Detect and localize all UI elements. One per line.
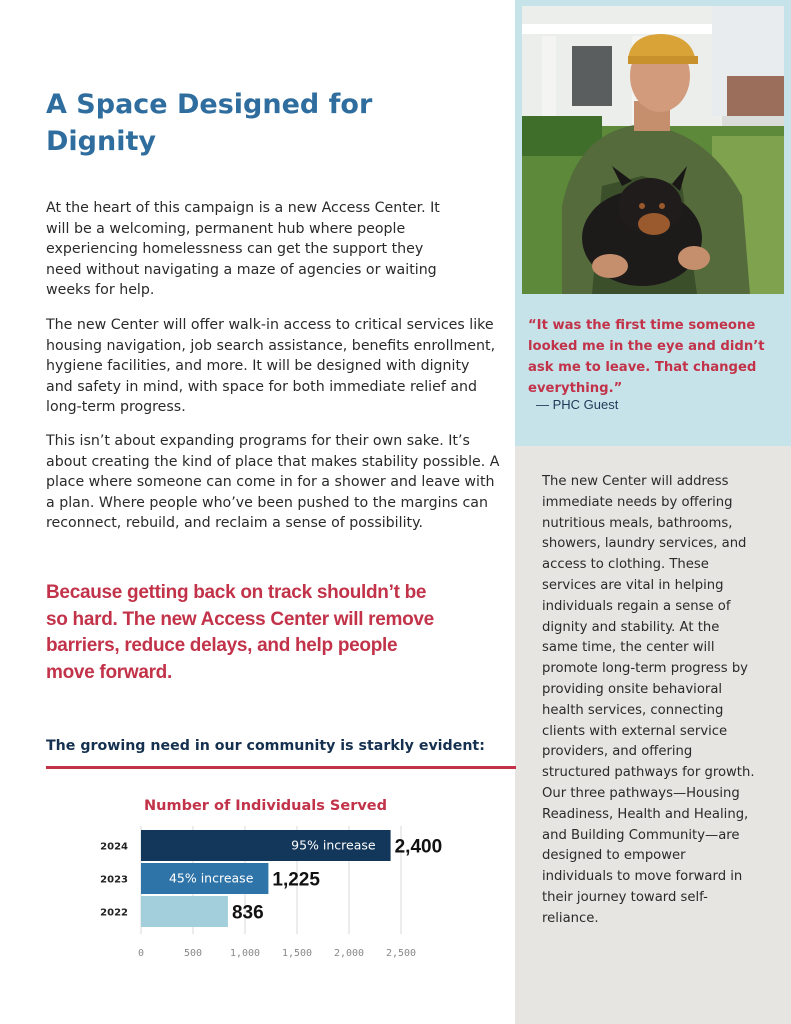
section-divider [46,766,516,769]
body-paragraph: This isn’t about expanding programs for their own sake. It’s about creating the kind of place that makes stability possible. A place where someone can come in for a shower and leave with a plan. Where people who’ve been pushed to the margins can reconnect, rebuild, and reclaim a sense of possibility. [46,433,500,531]
page-title: A Space Designed for Dignity [46,89,373,157]
bar [141,896,228,927]
chart-svg [90,822,460,972]
x-tick-label: 0 [137,948,145,959]
x-tick-label: 500 [183,948,203,959]
body-paragraph: At the heart of this campaign is a new Access Center. It will be a welcoming, permanent hub where people experiencing homelessness can get the support they need without navigating a maze of agencies or waiting weeks for help. [46,200,440,298]
x-tick-label: 2,500 [385,948,417,959]
callout-text: Because getting back on track shouldn’t be so hard. The new Access Center will remove barriers, reduce delays, and help people move forward. [46,582,434,683]
data-label: 836 [231,902,264,924]
sidebar-text [542,472,756,930]
bar-chart [90,822,460,972]
x-tick-label: 2,000 [333,948,365,959]
bar-annotation: 45% increase [168,870,254,886]
body-paragraph: The new Center will offer walk-in access to critical services like housing navigation, job search assistance, benefits enrollment, hygiene facilities, and more. It will be designed with dignity and safety in mind, with space for both immediate relief and long-term progress. [46,317,496,415]
testimonial-quote: “It was the first time someone looked me in the eye and didn’t ask me to leave. That changed everything.” [528,318,765,396]
data-label: 1,225 [272,869,320,891]
category-label: 2023 [100,874,128,886]
data-label: 2,400 [394,836,443,858]
x-tick-label: 1,000 [229,948,261,959]
category-label: 2024 [100,841,128,853]
bar-annotation: 95% increase [291,837,376,853]
sidebar-paragraph: The new Center will address immediate needs by offering nutritious meals, bathrooms, showers, laundry services, and access to clothing. These services are vital in helping individuals regain a sense of dignity and stability. At the same time, the center will promote long-term progress by providing onsite behavioral health services, connecting clients with external service providers, and offering structured pathways for growth. [542,474,755,781]
sidebar-paragraph: Our three pathways—Housing Readiness, Health and Healing, and Building Community—are designed to empower individuals to move forward in their journey toward self-reliance. [542,785,749,926]
section-heading: The growing need in our community is starkly evident: [46,738,485,754]
chart-title: Number of Individuals Served [144,798,388,814]
x-tick-label: 1,500 [281,948,313,959]
category-label: 2022 [100,907,128,919]
testimonial-attribution: — PHC Guest [536,397,619,412]
photo-man-with-dog [522,6,784,294]
